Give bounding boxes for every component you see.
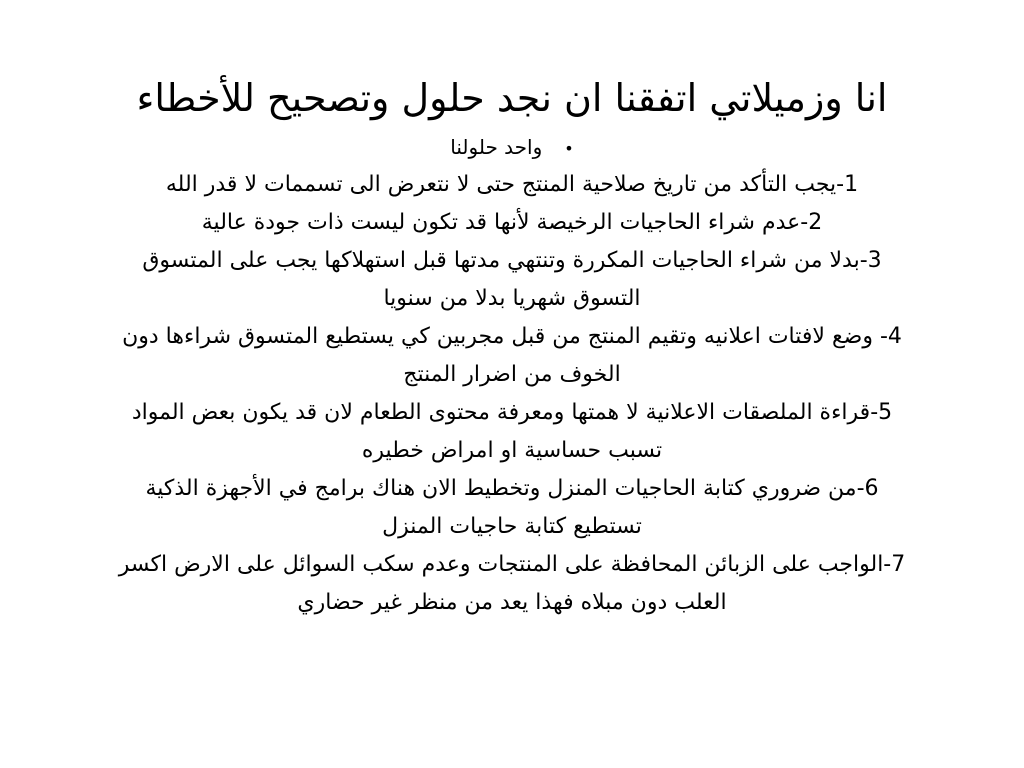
solution-item-4-line-1: 4- وضع لافتات اعلانيه وتقيم المنتج من قبل مجربين كي يستطيع المتسوق شراءها دون xyxy=(122,324,902,349)
solution-item-2 xyxy=(60,204,964,242)
solution-item-5 xyxy=(60,394,964,470)
solution-item-6-line-1: 6-من ضروري كتابة الحاجيات المنزل وتخطيط الان هناك برامج في الأجهزة الذكية xyxy=(145,476,879,501)
solution-item-3-line-1: 3-بدلا من شراء الحاجيات المكررة وتنتهي مدتها قبل استهلاكها يجب على المتسوق xyxy=(142,248,882,273)
solution-item-6 xyxy=(60,470,964,546)
slide-title: انا وزميلاتي اتفقنا ان نجد حلول وتصحيح للأخطاء xyxy=(136,76,888,120)
solution-item-7 xyxy=(60,546,964,622)
solution-item-3 xyxy=(60,242,964,318)
solution-item-1-line-1: 1-يجب التأكد من تاريخ صلاحية المنتج حتى لا نتعرض الى تسممات لا قدر الله xyxy=(165,172,859,197)
bullet-icon: • xyxy=(564,139,574,158)
solution-item-5-line-1: 5-قراءة الملصقات الاعلانية لا همتها ومعرفة محتوى الطعام لان قد يكون بعض المواد xyxy=(131,400,893,425)
solution-item-7-line-2: العلب دون مبلاه فهذا يعد من منظر غير حضاري xyxy=(297,590,727,615)
solution-item-7-line-1: 7-الواجب على الزبائن المحافظة على المنتجات وعدم سكب السوائل على الارض اكسر xyxy=(118,552,906,577)
slide-body xyxy=(60,128,964,622)
solution-item-3-line-2: التسوق شهريا بدلا من سنويا xyxy=(383,286,641,311)
bullet-text: واحد حلولنا xyxy=(450,135,543,159)
solution-item-4-line-2: الخوف من اضرار المنتج xyxy=(403,362,621,387)
solution-item-2-line-1: 2-عدم شراء الحاجيات الرخيصة لأنها قد تكون ليست ذات جودة عالية xyxy=(201,210,823,235)
bullet-heading xyxy=(60,128,964,166)
solution-item-1 xyxy=(60,166,964,204)
solution-item-6-line-2: تستطيع كتابة حاجيات المنزل xyxy=(382,514,642,539)
solution-item-5-line-2: تسبب حساسية او امراض خطيره xyxy=(361,438,663,463)
solution-item-4 xyxy=(60,318,964,394)
